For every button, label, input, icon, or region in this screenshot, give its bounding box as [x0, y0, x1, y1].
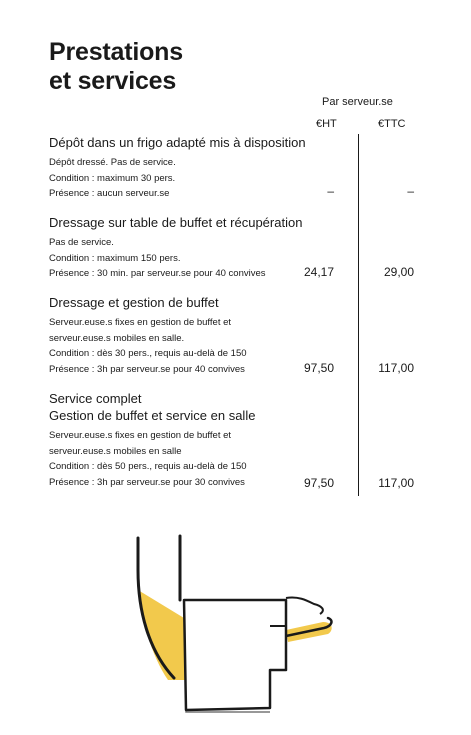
detail-line: Présence : aucun serveur.se [49, 188, 170, 199]
detail-line: serveur.euse.s mobiles en salle [49, 445, 182, 457]
service-section-service-complet [49, 390, 419, 490]
detail-line: Présence : 3h par serveur.se pour 30 convives [49, 476, 245, 488]
page-title [49, 38, 183, 96]
price-ht: 97,50 [303, 361, 334, 375]
price-ttc: 117,00 [378, 476, 414, 490]
section-title-line: Service complet [49, 391, 142, 406]
page-title-line: Prestations [49, 38, 183, 66]
section-details [49, 155, 419, 202]
detail-line: Dépôt dressé. Pas de service. [49, 157, 176, 168]
detail-line: Serveur.euse.s fixes en gestion de buffet et [49, 430, 232, 441]
detail-line: Condition : maximum 150 pers. [49, 252, 181, 264]
section-title [49, 294, 419, 311]
section-title-line: Dressage et gestion de buffet [49, 295, 219, 310]
detail-line: Condition : maximum 30 pers. [49, 172, 176, 184]
section-title-line: Gestion de buffet et service en salle [49, 408, 256, 423]
section-details [49, 235, 419, 282]
detail-line: serveur.euse.s mobiles en salle. [49, 332, 185, 344]
column-header-ttc: €TTC [378, 118, 406, 130]
section-title [49, 134, 419, 151]
section-title [49, 214, 419, 231]
section-title-line: Dressage sur table de buffet et récupération [49, 215, 303, 230]
price-ttc: 117,00 [378, 361, 414, 375]
detail-line: Présence : 30 min. par serveur.se pour 40 convives [49, 268, 266, 279]
detail-line: Condition : dès 30 pers., requis au-delà de 150 [49, 348, 247, 359]
column-header-ht: €HT [316, 118, 337, 130]
page-title-line: et services [49, 67, 177, 95]
price-ht: 97,50 [303, 476, 334, 490]
detail-line: Serveur.euse.s fixes en gestion de buffet et [49, 317, 232, 328]
detail-line: Pas de service. [49, 237, 114, 248]
service-section-dressage-table [49, 214, 419, 282]
section-details [49, 315, 419, 377]
service-section-frigo [49, 134, 419, 202]
detail-line: Condition : dès 50 pers., requis au-delà de 150 [49, 461, 247, 472]
waiter-arm-with-towel-icon [128, 530, 348, 725]
detail-line: Présence : 3h par serveur.se pour 40 convives [49, 363, 245, 375]
price-ttc: – [407, 184, 414, 198]
price-ht: – [327, 184, 334, 198]
service-section-gestion-buffet [49, 294, 419, 377]
section-title [49, 390, 419, 424]
price-ht: 24,17 [303, 265, 334, 279]
section-details [49, 428, 419, 490]
section-title-line: Dépôt dans un frigo adapté mis à disposition [49, 135, 306, 150]
price-ttc: 29,00 [383, 265, 414, 279]
per-server-label: Par serveur.se [322, 96, 393, 108]
